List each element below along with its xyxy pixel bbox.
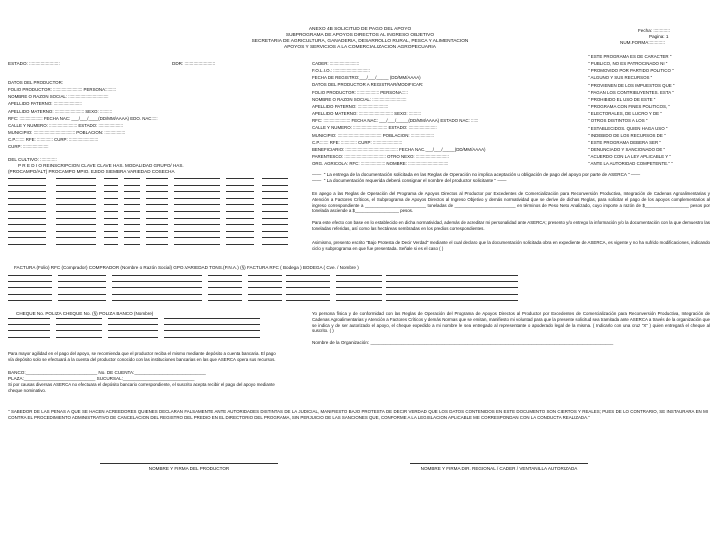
left-line: MUNICIPIO: :::::::::::::::::::::::::::::::::: POBLACION: :::::::::::::::::: [8, 130, 126, 136]
blank-rule-line: [56, 237, 96, 238]
apego-paragraph: En apego a las Reglas de Operación del Programa de Apoyos Directos al Productor por Excedentes de Comercialización para Reconversión Productiva, Integración de Cadenas Agroalimentarias y Atención a Factores Críticos, el Subprograma de Apoyos Directos al Ingreso Objetivo y demás normatividad que se derive de dichas Reglas, para solicitar el pago de los apoyos complementarios al ingreso correspondiente a _________________________ toneladas de _________________________ en términos de Peso Neto Analizado, cuyo importe a razón de $__________________ pesos por tonelada asciende a $__________________ pesos.: [312, 191, 710, 214]
blank-rule-line: [174, 198, 220, 199]
factura-headers: FACTURA (Folio) RFC (Comprador) COMPRADOR (Nombre o Razón Social) GPO.VARIEDAD TONS.(P.N.A.) (§) FACTURA RFC ( Bodega ) BODEGA ( Cve. / Nombre ): [14, 265, 359, 270]
blank-rule-line: [56, 330, 102, 331]
blank-rule-line: [174, 211, 220, 212]
blank-rule-line: [56, 204, 96, 205]
subprogram-title: SUBPROGRAMA DE APOYOS DIRECTOS AL INGRESO OBJETIVO: [285, 33, 435, 38]
blank-rule-line: [8, 287, 52, 288]
blank-rule-line: [112, 275, 202, 276]
protesta-paragraph: Yo persona física y de conformidad con las Reglas de Operación del Programa de Apoyos Directos al Productor por Excedentes de Comercialización para Reconversión Productiva, Integración de Cadenas Agroalimentarias y Atención a Factores Críticos y demás Normas que se emitan, manifiesto mi voluntad para que la presente solicitud sea tramitada ante ASERCA a través de la organización que se indica y de ser autorizado el apoyo, el cheque expedido a mi nombre le sea entregado al representante o apoderado legal de la misma. ( Indicarlo con una cruz "X" ) quien entregará el cheque al suscrito. ( ): [312, 311, 710, 334]
blank-rule-line: [112, 294, 202, 295]
blank-rule-line: [56, 211, 96, 212]
blank-rule-line: [226, 244, 254, 245]
blank-rule-line: [336, 300, 382, 301]
blank-rule-line: [104, 231, 118, 232]
blank-rule-line: [208, 275, 242, 276]
notice-line: " PROVIENEN DE LOS IMPUESTOS QUE ": [588, 82, 675, 88]
blank-rule-line: [286, 287, 330, 288]
notice-line: " PROHIBIDO EL USO DE ESTE ": [588, 96, 656, 102]
blank-rule-line: [124, 191, 140, 192]
page-number: Pagina: 1: [649, 34, 669, 39]
public-program-notice: [588, 53, 674, 168]
blank-rule-line: [124, 224, 140, 225]
blank-rule-line: [112, 300, 202, 301]
blank-rule-line: [146, 231, 168, 232]
producer-data-left: [8, 79, 158, 151]
blank-rule-line: [56, 178, 96, 179]
plaza-field: PLAZA:____________________________ SUCURSAL:____________________________: [8, 376, 195, 381]
blank-rule-line: [226, 224, 254, 225]
blank-rule-line: [104, 178, 118, 179]
blank-rule-line: [262, 198, 288, 199]
blank-rule-line: [386, 275, 518, 276]
blank-rule-line: [146, 224, 168, 225]
notice-line: " PROGRAMA CON FINES POLITICOS, ": [588, 104, 670, 110]
blank-rule-line: [248, 281, 282, 282]
blank-rule-line: [336, 287, 382, 288]
blank-rule-line: [8, 281, 52, 282]
blank-rule-line: [174, 191, 220, 192]
left-line: APELLIDO MATERNO: :::::::::::::::::::::::: SEXO: ::::::::::: [8, 108, 113, 114]
blank-rule-line: [226, 198, 254, 199]
blank-rule-line: [8, 244, 46, 245]
blank-rule-line: [8, 330, 50, 331]
blank-rule-line: [124, 185, 140, 186]
blank-rule-line: [286, 281, 330, 282]
blank-rule-line: [56, 324, 102, 325]
blank-rule-line: [262, 244, 288, 245]
right-line: DATOS DEL PRODUCTOR A REGISTRAR/MODIFICAR:: [312, 82, 424, 88]
form-number: NUM.FORMA:::::::::::::: [620, 40, 665, 45]
blank-rule-line: [208, 294, 242, 295]
blank-rule-line: [56, 218, 96, 219]
right-line: NOMBRE O RAZON SOCIAL: ::::::::::::::::::::::::::::: [312, 96, 407, 102]
notice-line: " OTROS DISTINTOS A LOS ": [588, 118, 648, 124]
blank-rule-line: [386, 281, 518, 282]
director-signature-line: [410, 463, 588, 464]
notice-line: " PUBLICO, NO ES PATROCINADO NI ": [588, 61, 668, 67]
blank-rule-line: [208, 287, 242, 288]
right-line: FOLIO PRODUCTOR: :::::::::::::::::: PERSONA:::::: [312, 89, 408, 95]
blank-rule-line: [174, 185, 220, 186]
blank-rule-line: [108, 324, 158, 325]
blank-rule-line: [174, 237, 220, 238]
documentacion-note: —— " La documentación requerida deberá consignar el nombre del productor solicitante " ——: [312, 178, 507, 183]
left-line: NOMBRE O RAZON SOCIAL: :::::::::::::::::::::::::::::::::: [8, 94, 109, 100]
blank-rule-line: [174, 218, 220, 219]
blank-rule-line: [56, 337, 102, 338]
cheque-headers: CHEQUE No. POLIZA CHEQUE No. (§) POLIZA BANCO (Nombre): [16, 311, 154, 316]
blank-rule-line: [58, 287, 106, 288]
blank-rule-line: [8, 275, 52, 276]
blank-rule-line: [226, 204, 254, 205]
blank-rule-line: [174, 244, 220, 245]
entrega-note: —— " La entrega de la documentación solicitada en las Reglas de Operación no implica aceptación u obligación de pago del apoyo por parte de ASERCA " ——: [312, 172, 641, 177]
agency-title: APOYOS Y SERVICIOS A LA COMERCIALIZACION AGROPECUARIA: [284, 45, 436, 50]
blank-rule-line: [336, 275, 382, 276]
blank-rule-line: [226, 211, 254, 212]
notice-line: " ESTABLECIDOS. QUIEN HAGA USO ": [588, 125, 668, 131]
blank-rule-line: [262, 211, 288, 212]
blank-rule-line: [8, 204, 46, 205]
notice-line: " ESTE PROGRAMA DEBERA SER ": [588, 139, 661, 145]
date-field: Fecha: :::::::::::::: [638, 28, 670, 33]
blank-rule-line: [58, 300, 106, 301]
blank-rule-line: [146, 191, 168, 192]
notice-line: " ALGUNO Y SUS RECURSOS ": [588, 75, 653, 81]
blank-rule-line: [8, 324, 50, 325]
blank-rule-line: [262, 204, 288, 205]
blank-rule-line: [8, 318, 50, 319]
blank-rule-line: [124, 244, 140, 245]
cultivo-title: DEL CULTIVO: :::::::::::::: [8, 157, 57, 162]
blank-rule-line: [8, 231, 46, 232]
blank-rule-line: [262, 237, 288, 238]
blank-rule-line: [108, 337, 158, 338]
blank-rule-line: [262, 178, 288, 179]
deposito-paragraph: Para mayor agilidad en el pago del apoyo, se recomienda que el productor reciba el mismo mediante depósito a cuenta bancaria. El pago vía depósito solo se efectuará a la cuenta del productor conocido con las instituciones bancarias en las que ASERCA opera sus recursos.: [8, 351, 276, 362]
blank-rule-line: [146, 237, 168, 238]
blank-rule-line: [146, 218, 168, 219]
right-line: PARENTESCO: :::::::::::::::::::::::::::::::::: OTRO NEXO: :::::::::::::::::::::::::::: [312, 154, 449, 160]
blank-rule-line: [248, 287, 282, 288]
left-line: CALLE Y NUMERO: ::::::::::::::::::::::: ESTADO: ::::::::::::::::::::: [8, 122, 123, 128]
blank-rule-line: [104, 204, 118, 205]
blank-rule-line: [386, 300, 518, 301]
blank-rule-line: [226, 237, 254, 238]
estado-field: ESTADO: ::::::::::::::::::::::::: [8, 61, 60, 66]
blank-rule-line: [124, 237, 140, 238]
left-line: CURP: :::::::::::::::::::::: [8, 144, 49, 150]
blank-rule-line: [124, 211, 140, 212]
blank-rule-line: [104, 224, 118, 225]
blank-rule-line: [58, 294, 106, 295]
blank-rule-line: [104, 191, 118, 192]
left-line: RFC: ::::::::::::::::::: FECHA NAC: ___/___/____(DD/MM/AAAA) EDO. NAC:::::: [8, 115, 158, 121]
notice-line: " DENUNCIADO Y SANCIONADO DE ": [588, 147, 666, 153]
notice-line: " INDEBIDO DE LOS RECURSOS DE ": [588, 132, 666, 138]
blank-rule-line: [8, 211, 46, 212]
ddr-field: DDR: ::::::::::::::::::::::::: [172, 61, 216, 66]
blank-rule-line: [124, 218, 140, 219]
form-title: ANEXO 4B SOLICITUD DE PAGO DEL APOYO: [308, 27, 412, 32]
notice-line: " ESTE PROGRAMA ES DE CARACTER ": [588, 54, 672, 59]
right-line: CADER: ::::::::::::::::::::::::: [312, 61, 360, 66]
blank-rule-line: [164, 337, 260, 338]
blank-rule-line: [104, 244, 118, 245]
blank-rule-line: [262, 191, 288, 192]
right-line: F.O.L.I.O.: ::::::::::::::::::::::::::::::: [312, 68, 370, 74]
blank-rule-line: [112, 287, 202, 288]
declaro-paragraph: Para este efecto con base en lo establecido en dicha normatividad, además de acreditar mi personalidad ante ASERCA; presento y/o entrego la información y/o la documentación con la que demuestro las toneladas referidas, así como las hectáreas sembradas en los predios correspondientes.: [312, 220, 710, 231]
blank-rule-line: [386, 294, 518, 295]
blank-rule-line: [56, 198, 96, 199]
right-line: FECHA DE REGISTRO:___/___/_____ (DD/MM/AAAA): [312, 75, 421, 81]
right-line: ORG. AGRICOLA: RFC: :::::::::::::::::::: NOMBRE: :::::::::::::::::::::::::::::::::: [312, 161, 449, 167]
blank-rule-line: [248, 300, 282, 301]
blank-rule-line: [8, 191, 46, 192]
blank-rule-line: [262, 231, 288, 232]
left-line: APELLIDO PATERNO: :::::::::::::::::::::::: [8, 101, 82, 107]
left-line: FOLIO PRODUCTOR: :::::::::::::::::::::::: PERSONA:::::::::: [8, 87, 116, 93]
ministry-title: SECRETARIA DE AGRICULTURA, GANADERIA, DESARROLLO RURAL, PESCA Y ALIMENTACION: [251, 39, 469, 44]
blank-rule-line: [174, 231, 220, 232]
blank-rule-line: [146, 204, 168, 205]
blank-rule-line: [56, 318, 102, 319]
blank-rule-line: [104, 185, 118, 186]
cultivo-headers-2: (PROCAMPO/ALT) PROCAMPO MPIO. EJIDO SIEMBRA VARIEDAD COSECHA: [8, 169, 175, 174]
blank-rule-line: [104, 211, 118, 212]
blank-rule-line: [8, 337, 50, 338]
director-signature-label: NOMBRE Y FIRMA DIR. REGIONAL / CADER / VENTANILLA AUTORIZADA: [420, 466, 578, 471]
right-line: APELLIDO MATERNO: :::::::::::::::::::::::::::: SEXO: ::::::::::: [312, 111, 421, 117]
blank-rule-line: [262, 224, 288, 225]
blank-rule-line: [56, 224, 96, 225]
blank-rule-line: [248, 294, 282, 295]
blank-rule-line: [8, 300, 52, 301]
right-line: APELLIDO PATERNO: :::::::::::::::::::::::::: [312, 103, 389, 109]
documentacion-text: La documentación requerida deberá consignar el nombre del productor solicitante ": [326, 178, 497, 183]
blank-rule-line: [146, 178, 168, 179]
blank-rule-line: [174, 204, 220, 205]
blank-rule-line: [174, 224, 220, 225]
blank-rule-line: [108, 330, 158, 331]
blank-rule-line: [146, 185, 168, 186]
left-line: C.P.::::::: RFE: ::::::::::::: CURP: ::::::::::::::::::::::::: [8, 137, 99, 143]
blank-rule-line: [56, 244, 96, 245]
blank-rule-line: [164, 318, 260, 319]
blank-rule-line: [58, 275, 106, 276]
sabedor-declaration: " SABEDOR DE LAS PENAS A QUE SE HACEN ACREEDORES QUIENES DECLARAN FALSAMENTE ANTE AUTORIDADES DISTINTAS DE LA JUDICIAL, MANIFIESTO BAJO PROTESTA DE DECIR VERDAD QUE LOS DATOS CONTENIDOS EN ESTE DOCUMENTO SON CIERTOS Y REALES; PUES DE LO CONTRARIO, SE INSTAURARA EN MI CONTRA EL PROCEDIMIENTO ADMINISTRATIVO DE CANCELACION DEL REGISTRO DEL PREDIO EN EL DIRECTORIO DEL PROGRAMA, SIN PERJUICIO DE LAS SANCIONES QUE, CONFORME A LA LEGISLACION APLICABLE ME CORRESPONDAN CON LA CONDUCTA REALIZADA.": [8, 409, 708, 420]
producer-signature-label: NOMBRE Y FIRMA DEL PRODUCTOR: [148, 466, 230, 471]
blank-rule-line: [56, 191, 96, 192]
producer-data-right: [312, 60, 485, 167]
blank-rule-line: [262, 218, 288, 219]
blank-rule-line: [104, 198, 118, 199]
blank-rule-line: [104, 237, 118, 238]
blank-rule-line: [8, 178, 46, 179]
notice-line: " ELECTORALES, DE LUCRO Y DE ": [588, 111, 662, 117]
blank-rule-line: [112, 281, 202, 282]
blank-rule-line: [56, 231, 96, 232]
blank-rule-line: [8, 224, 46, 225]
blank-rule-line: [226, 231, 254, 232]
deposito-nota: Si por causas diversas ASERCA no efectuara el depósito bancario correspondiente, el suscrito acepta recibir el pago del apoyo mediante cheque nominativo.: [8, 382, 275, 393]
blank-rule-line: [146, 198, 168, 199]
banco-field: BANCO:____________________________ No. DE CUENTA:____________________________: [8, 370, 206, 375]
blank-rule-line: [248, 275, 282, 276]
blank-rule-line: [8, 185, 46, 186]
blank-rule-line: [124, 231, 140, 232]
blank-rule-line: [174, 178, 220, 179]
right-line: RFC: :::::::::::::::::::::: FECHA NAC: ___/___/_____(DD/MM/AAAA) ESTADO NAC: ::::::: [312, 118, 479, 124]
notice-line: " ANTE LA AUTORIDAD COMPETENTE." ": [588, 161, 673, 167]
blank-rule-line: [226, 178, 254, 179]
blank-rule-line: [8, 294, 52, 295]
blank-rule-line: [108, 318, 158, 319]
blank-rule-line: [286, 294, 330, 295]
blank-rule-line: [146, 244, 168, 245]
blank-rule-line: [226, 185, 254, 186]
blank-rule-line: [8, 198, 46, 199]
blank-rule-line: [226, 218, 254, 219]
asimismo-paragraph: Asimismo, presento escrito "Bajo Protesta de Decir Verdad" mediante el cual declaro que la documentación solicitada obra en expediente de ASERCA, es vigente y no ha sufrido modificaciones, indicando ciclo y subprograma en que fue presentada. Señale si es el caso ( ): [312, 240, 710, 251]
blank-rule-line: [8, 237, 46, 238]
notice-line: " ACUERDO CON LA LEY APLICABLE Y ": [588, 154, 671, 160]
blank-rule-line: [104, 218, 118, 219]
right-line: MUNICIPIO: :::::::::::::::::::::::::::::::::::: POBLACION: :::::::::::::::::::: [312, 132, 434, 138]
blank-rule-line: [8, 218, 46, 219]
blank-rule-line: [146, 211, 168, 212]
blank-rule-line: [286, 300, 330, 301]
blank-rule-line: [226, 191, 254, 192]
producer-signature-line: [100, 463, 278, 464]
blank-rule-line: [336, 281, 382, 282]
blank-rule-line: [58, 281, 106, 282]
cultivo-headers-1: P R E D I O REINSCRIPCION CLAVE CLAVE HAS. MODALIDAD GRUPO/ HAS.: [18, 163, 184, 168]
blank-rule-line: [208, 281, 242, 282]
blank-rule-line: [56, 185, 96, 186]
blank-rule-line: [386, 287, 518, 288]
organizacion-field: Nombre de la Organización: _______________________________________________________________________________________________: [312, 340, 614, 345]
notice-line: " PAGAN LOS CONTRIBUYENTES. ESTA ": [588, 89, 674, 95]
right-line: C.P.::::::: RFE: ::::::::::::: CURP: ::::::::::::::::::::::::: [312, 139, 403, 145]
blank-rule-line: [164, 324, 260, 325]
right-line: CALLE Y NUMERO: :::::::::::::::::::::::::::: ESTADO: :::::::::::::::::::::::: [312, 125, 437, 131]
right-line: BENEFICIARIO: ::::::::::::::::::::::::::::::::::::::::::: FECHA NAC.___/___/_____(DD/MM/AAAA): [312, 146, 486, 152]
blank-rule-line: [124, 204, 140, 205]
blank-rule-line: [286, 275, 330, 276]
blank-rule-line: [164, 330, 260, 331]
notice-line: " PROMOVIDO POR PARTIDO POLITICO ": [588, 68, 674, 74]
blank-rule-line: [336, 294, 382, 295]
blank-rule-line: [124, 198, 140, 199]
blank-rule-line: [262, 185, 288, 186]
blank-rule-line: [124, 178, 140, 179]
entrega-text: La entrega de la documentación solicitada en las Reglas de Operación no implica aceptación u obligación de pago del apoyo por parte de ASERCA ": [326, 172, 630, 177]
blank-rule-line: [208, 300, 242, 301]
left-line: DATOS DEL PRODUCTOR:: [8, 80, 63, 85]
